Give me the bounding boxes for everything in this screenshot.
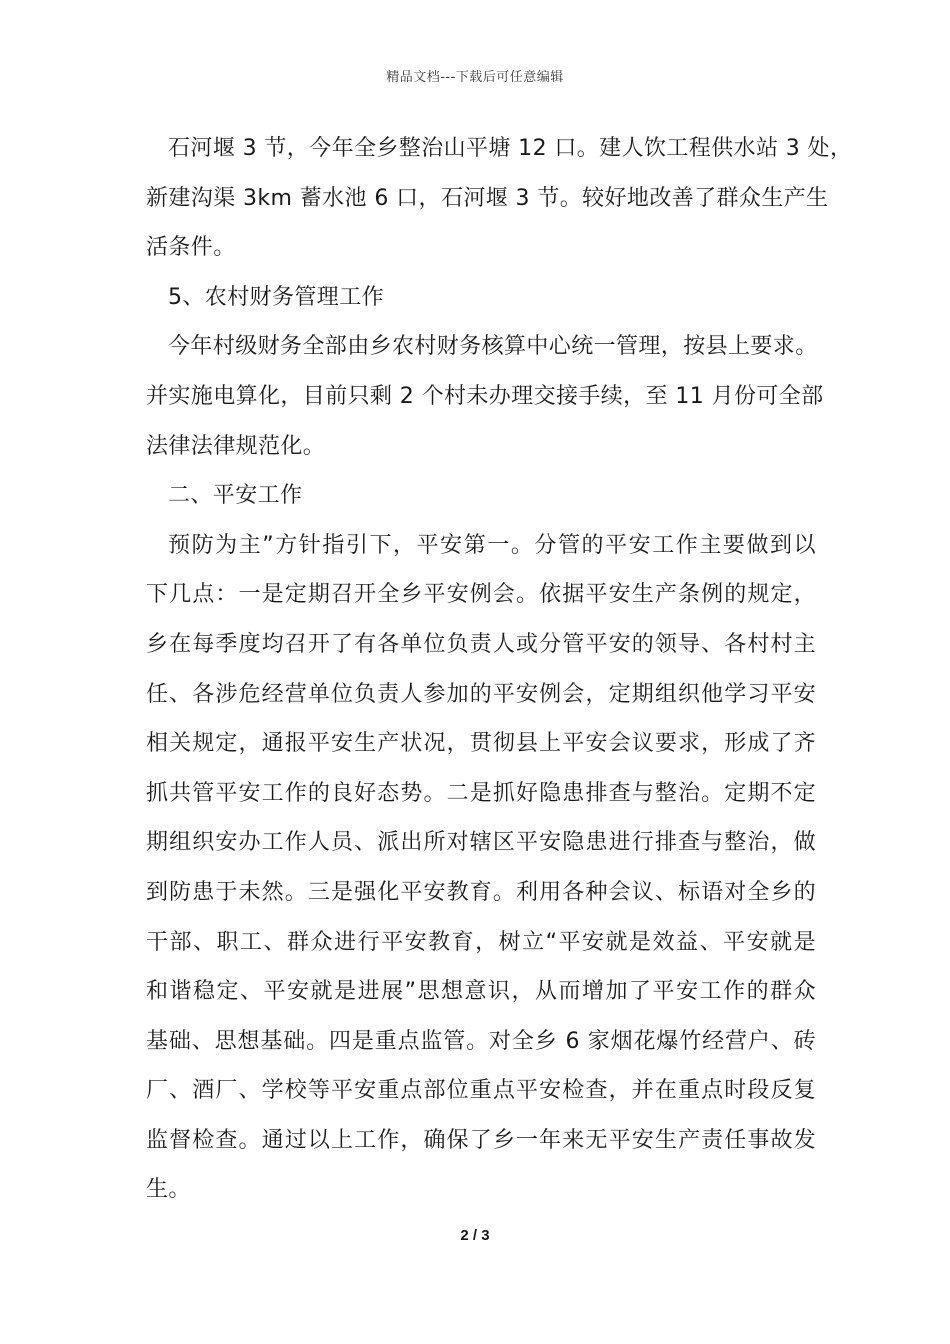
body-line: 活条件。 (146, 235, 236, 261)
body-line: 并实施电算化，目前只剩 2 个村未办理交接手续，至 11 月份可全部 (146, 383, 824, 409)
body-line: 相关规定，通报平安生产状况，贯彻县上平安会议要求，形成了齐 (146, 731, 816, 757)
body-line: 期组织安办工作人员、派出所对辖区平安隐患进行排查与整治，做 (146, 830, 816, 856)
body-line: 今年村级财务全部由乡农村财务核算中心统一管理，按县上要求。 (168, 334, 818, 360)
document-body (146, 124, 853, 1215)
body-line: 基础、思想基础。四是重点监管。对全乡 6 家烟花爆竹经营户、砖 (146, 1028, 816, 1054)
body-line: 新建沟渠 3km 蓄水池 6 口，石河堰 3 节。较好地改善了群众生产生 (146, 185, 829, 211)
body-line: 预防为主”方针指引下，平安第一。分管的平安工作主要做到以 (168, 532, 816, 558)
body-line: 和谐稳定、平安就是进展”思想意识，从而增加了平安工作的群众 (146, 979, 816, 1005)
body-line: 生。 (146, 1177, 191, 1203)
page-number: 2 / 3 (460, 1227, 490, 1244)
body-line: 下几点：一是定期召开全乡平安例会。依据平安生产条例的规定， (146, 582, 816, 608)
body-line: 监督检查。通过以上工作，确保了乡一年来无平安生产责任事故发 (146, 1127, 816, 1153)
body-line: 乡在每季度均召开了有各单位负责人或分管平安的领导、各村村主 (146, 631, 816, 657)
body-line: 石河堰 3 节，今年全乡整治山平塘 12 口。建人饮工程供水站 3 处， (168, 136, 853, 161)
section-heading: 5、农村财务管理工作 (168, 284, 384, 310)
body-line: 抓共管平安工作的良好态势。二是抓好隐患排查与整治。定期不定 (146, 780, 816, 806)
body-line: 法律法律规范化。 (146, 433, 326, 459)
body-line: 任、各涉危经营单位负责人参加的平安例会，定期组织他学习平安 (146, 681, 816, 707)
page-header: 精品文档---下载后可任意编辑 (386, 70, 564, 85)
body-line: 到防患于未然。三是强化平安教育。利用各种会议、标语对全乡的 (146, 879, 816, 905)
body-line: 厂、酒厂、学校等平安重点部位重点平安检查，并在重点时段反复 (146, 1078, 816, 1104)
section-heading: 二、平安工作 (168, 483, 303, 509)
body-line: 干部、职工、群众进行平安教育，树立“平安就是效益、平安就是 (146, 929, 816, 955)
